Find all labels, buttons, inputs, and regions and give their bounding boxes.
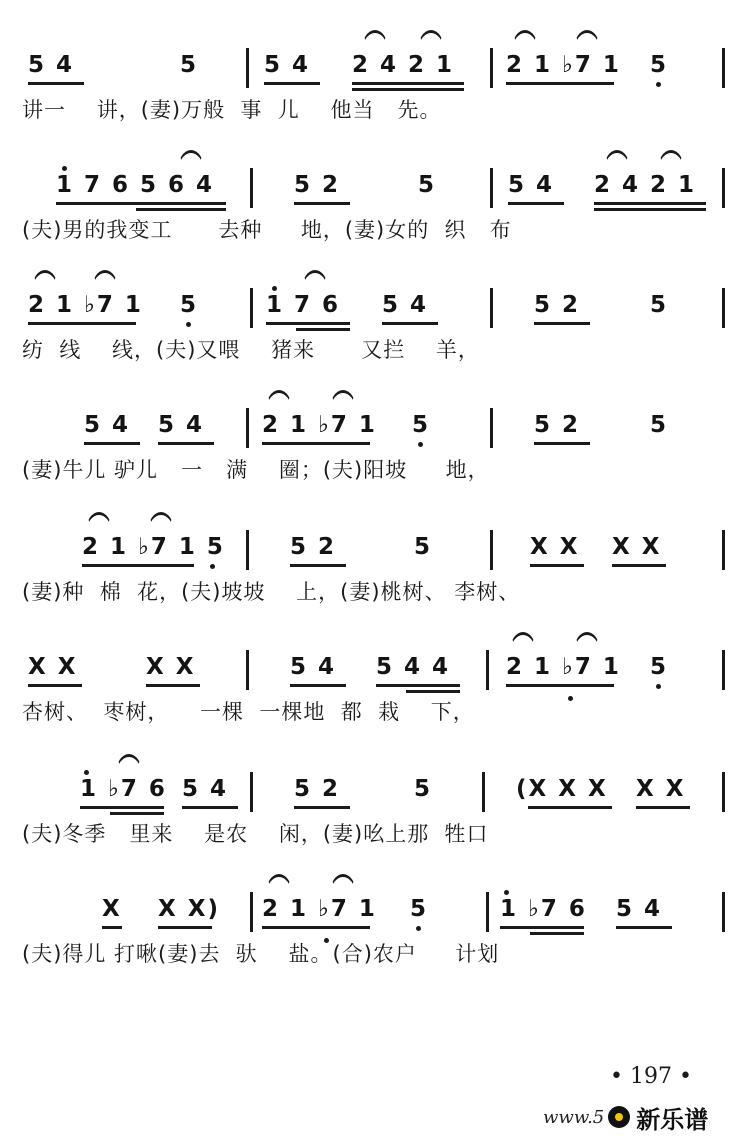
note-digits: 2 1 ♭7 1	[262, 896, 377, 922]
beam	[80, 806, 164, 809]
note-digits: 5 2	[294, 172, 341, 198]
barline	[250, 288, 253, 328]
note-digits: X	[102, 896, 122, 922]
slur	[658, 150, 684, 169]
note-group	[650, 654, 670, 690]
note-group	[102, 896, 122, 932]
beam	[158, 926, 212, 929]
barline	[482, 772, 485, 812]
barline	[486, 892, 489, 932]
note-group	[262, 412, 377, 448]
score-system	[0, 642, 750, 742]
note-group	[84, 412, 140, 448]
beam	[158, 442, 214, 445]
note-group	[352, 52, 464, 88]
note-group	[412, 412, 432, 448]
note-group	[28, 654, 82, 690]
slur	[418, 30, 444, 49]
lower-octave-dot	[656, 82, 661, 87]
note-digits: 2 4 2 1	[352, 52, 455, 78]
note-group	[410, 896, 430, 932]
note-digits: 5	[412, 412, 431, 438]
note-group	[382, 292, 438, 328]
note-digits: 5	[650, 654, 669, 680]
slur	[512, 30, 538, 49]
note-digits: 5 4	[616, 896, 663, 922]
note-digits: 2 4 2 1	[594, 172, 697, 198]
note-group	[506, 654, 621, 690]
note-group	[56, 172, 226, 208]
note-group	[616, 896, 672, 932]
barline	[246, 650, 249, 690]
lyrics-line: (妻)种 棉 花，(夫)坡坡 上，(妻)桃树、 李树、	[22, 580, 521, 604]
note-digits: 5 4	[158, 412, 205, 438]
note-group	[290, 534, 346, 570]
barline	[490, 288, 493, 328]
note-digits: 5	[650, 412, 669, 438]
lower-octave-dot	[418, 442, 423, 447]
slur	[32, 270, 58, 289]
slur	[92, 270, 118, 289]
note-group	[80, 776, 167, 812]
lyrics-line: 纺 线 线，(夫)又喂 猪来 又拦 羊，	[22, 338, 480, 362]
note-group	[534, 292, 590, 328]
score-system	[0, 160, 750, 260]
note-digits: 5 4	[264, 52, 311, 78]
slur	[86, 512, 112, 531]
barline	[722, 892, 725, 932]
lower-octave-dot	[186, 322, 191, 327]
note-digits: X X	[28, 654, 78, 680]
beam	[290, 684, 346, 687]
lower-octave-dot	[568, 696, 573, 701]
note-digits: 5 2	[294, 776, 341, 802]
beam	[382, 322, 438, 325]
beam	[352, 88, 464, 91]
note-group	[530, 534, 584, 570]
lower-octave-dot	[210, 564, 215, 569]
note-digits: 2 1 ♭7 1	[262, 412, 377, 438]
beam	[110, 812, 164, 815]
note-digits: 5	[650, 52, 669, 78]
note-digits: X X)	[158, 896, 220, 922]
lyrics-line: 讲一 讲，(妻)万般 事 儿 他当 先。	[22, 98, 442, 122]
barline	[722, 168, 725, 208]
score-system	[0, 522, 750, 622]
beam	[294, 202, 350, 205]
note-group	[294, 776, 350, 812]
note-group	[612, 534, 666, 570]
beam	[534, 322, 590, 325]
note-group	[418, 172, 438, 208]
note-digits: 2 1 ♭7 1	[506, 654, 621, 680]
note-digits: 5 4 4	[376, 654, 451, 680]
lyrics-line: (妻)牛儿 驴儿 一 满 圈；(夫)阳坡 地，	[22, 458, 490, 482]
barline	[490, 48, 493, 88]
beam	[294, 806, 350, 809]
watermark-brand: 新乐谱	[636, 1105, 709, 1134]
barline	[250, 892, 253, 932]
beam	[534, 442, 590, 445]
note-digits: 5 4	[84, 412, 131, 438]
note-digits: 5 4	[182, 776, 229, 802]
score-system	[0, 884, 750, 984]
beam	[530, 564, 584, 567]
barline	[722, 48, 725, 88]
beam	[266, 322, 350, 325]
beam	[262, 442, 370, 445]
barline	[722, 288, 725, 328]
barline	[490, 408, 493, 448]
note-group	[28, 52, 84, 88]
note-group	[506, 52, 621, 88]
slur	[604, 150, 630, 169]
beam	[530, 932, 584, 935]
beam	[28, 684, 82, 687]
site-watermark	[543, 1098, 750, 1136]
slur	[330, 874, 356, 893]
slur	[178, 150, 204, 169]
barline	[250, 168, 253, 208]
note-group	[180, 52, 200, 88]
lyrics-line: (夫)得儿 打啾(妻)去 驮 盐。(合)农户 计划	[22, 942, 500, 966]
beam	[84, 442, 140, 445]
beam	[264, 82, 320, 85]
note-group	[290, 654, 346, 690]
note-digits: X X	[612, 534, 662, 560]
slur	[116, 754, 142, 773]
beam	[296, 328, 350, 331]
beam	[376, 684, 460, 687]
note-digits: 5	[414, 534, 433, 560]
note-group	[82, 534, 225, 570]
beam	[82, 564, 194, 567]
beam	[406, 690, 460, 693]
slur	[266, 874, 292, 893]
note-digits: 5 4	[290, 654, 337, 680]
beam	[528, 806, 612, 809]
barline	[722, 772, 725, 812]
beam	[146, 684, 200, 687]
note-digits: 5 2	[290, 534, 337, 560]
note-group	[650, 292, 670, 328]
note-group	[146, 654, 200, 690]
beam	[500, 926, 584, 929]
note-group	[264, 52, 320, 88]
note-group	[294, 172, 350, 208]
note-digits: 5 4	[382, 292, 429, 318]
note-digits: 1 ♭7 6	[80, 776, 167, 802]
beam	[262, 926, 370, 929]
beam	[56, 202, 226, 205]
note-digits: 5	[180, 292, 199, 318]
note-group	[158, 412, 214, 448]
note-digits: 2 1 ♭7 1	[506, 52, 621, 78]
note-digits: 5	[414, 776, 433, 802]
beam	[612, 564, 666, 567]
note-digits: 1 ♭7 6	[500, 896, 587, 922]
note-digits: 5 4	[508, 172, 555, 198]
barline	[490, 168, 493, 208]
barline	[246, 48, 249, 88]
score-system	[0, 280, 750, 380]
lyrics-line: (夫)冬季 里来 是农 闲，(妻)吆上那 牲口	[22, 822, 489, 846]
beam	[594, 208, 706, 211]
note-group	[262, 896, 377, 932]
note-digits: 5 2	[534, 412, 581, 438]
note-group	[28, 292, 143, 328]
beam	[102, 926, 122, 929]
note-digits: X X	[636, 776, 686, 802]
score-system	[0, 400, 750, 500]
note-group	[636, 776, 690, 812]
barline	[490, 530, 493, 570]
note-digits: X X	[530, 534, 580, 560]
note-group	[414, 534, 434, 570]
watermark-url: www.5	[543, 1106, 605, 1128]
note-group	[516, 776, 612, 812]
note-digits: X X	[146, 654, 196, 680]
barline	[722, 650, 725, 690]
note-group	[180, 292, 200, 328]
upper-octave-dot	[504, 890, 509, 895]
beam	[506, 82, 614, 85]
note-digits: 5	[410, 896, 429, 922]
note-group	[650, 52, 670, 88]
note-digits: 1 7 6	[266, 292, 341, 318]
slur	[574, 632, 600, 651]
upper-octave-dot	[272, 286, 277, 291]
note-group	[534, 412, 590, 448]
beam	[594, 202, 706, 205]
note-group	[650, 412, 670, 448]
note-digits: 2 1 ♭7 1 5	[82, 534, 225, 560]
slur	[266, 390, 292, 409]
slur	[362, 30, 388, 49]
beam	[506, 684, 614, 687]
beam	[136, 208, 226, 211]
barline	[246, 408, 249, 448]
score-system	[0, 764, 750, 864]
note-digits: 5	[180, 52, 199, 78]
slur	[330, 390, 356, 409]
beam	[616, 926, 672, 929]
note-group	[376, 654, 460, 690]
beam	[28, 82, 84, 85]
lower-octave-dot	[656, 684, 661, 689]
slur	[510, 632, 536, 651]
slur	[574, 30, 600, 49]
note-digits: 5	[418, 172, 437, 198]
note-group	[182, 776, 238, 812]
note-group	[414, 776, 434, 812]
score-system	[0, 40, 750, 140]
slur	[148, 512, 174, 531]
note-group	[500, 896, 587, 932]
note-digits: (X X X	[516, 776, 608, 802]
upper-octave-dot	[62, 166, 67, 171]
note-group	[266, 292, 350, 328]
note-group	[158, 896, 224, 932]
note-digits: 5	[650, 292, 669, 318]
note-digits: 5 2	[534, 292, 581, 318]
note-group	[508, 172, 564, 208]
note-digits: 2 1 ♭7 1	[28, 292, 143, 318]
note-digits: 1 7 6 5 6 4	[56, 172, 215, 198]
barline	[246, 530, 249, 570]
barline	[250, 772, 253, 812]
slur	[302, 270, 328, 289]
beam	[290, 564, 346, 567]
lower-octave-dot	[416, 926, 421, 931]
beam	[508, 202, 564, 205]
beam	[352, 82, 464, 85]
lyrics-line: 杏树、 枣树， 一棵 一棵地 都 栽 下，	[22, 700, 475, 724]
beam	[636, 806, 690, 809]
beam	[28, 322, 136, 325]
barline	[486, 650, 489, 690]
barline	[722, 530, 725, 570]
page-number: • 197 •	[610, 1064, 692, 1089]
note-digits: 5 4	[28, 52, 75, 78]
vinyl-record-icon	[608, 1106, 630, 1128]
upper-octave-dot	[84, 770, 89, 775]
note-group	[594, 172, 706, 208]
lyrics-line: (夫)男的我变工 去种 地，(妻)女的 织 布	[22, 218, 512, 242]
beam	[182, 806, 238, 809]
